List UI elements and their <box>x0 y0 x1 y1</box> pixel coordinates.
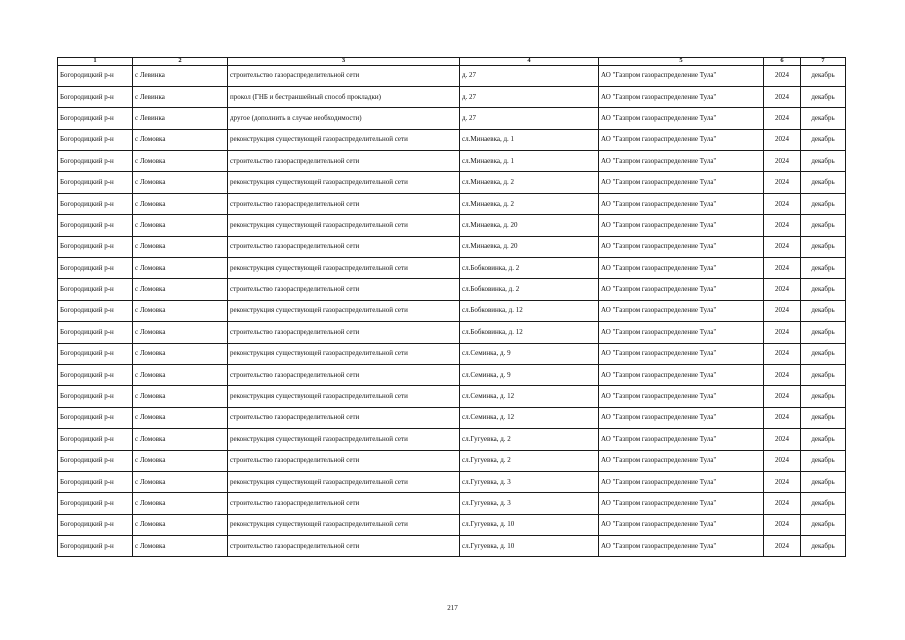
year-cell: 2024 <box>764 364 801 385</box>
address-cell: сл.Гугуевка, д. 3 <box>460 471 599 492</box>
table-body <box>58 65 846 557</box>
organization-cell: АО "Газпром газораспределение Тула" <box>599 300 764 321</box>
work-type-cell: прокол (ГНБ и бестраншейный способ прокладки) <box>228 86 460 107</box>
district-cell: Богородицкий р-н <box>58 343 133 364</box>
settlement-cell: с Ломовка <box>133 429 228 450</box>
work-type-cell: строительство газораспределительной сети <box>228 450 460 471</box>
column-header-2: 2 <box>133 58 228 66</box>
district-cell: Богородицкий р-н <box>58 65 133 86</box>
settlement-cell: с Ломовка <box>133 215 228 236</box>
district-cell: Богородицкий р-н <box>58 386 133 407</box>
year-cell: 2024 <box>764 450 801 471</box>
year-cell: 2024 <box>764 129 801 150</box>
organization-cell: АО "Газпром газораспределение Тула" <box>599 193 764 214</box>
address-cell: сл.Минаевка, д. 20 <box>460 215 599 236</box>
settlement-cell: с Ломовка <box>133 151 228 172</box>
address-cell: сл.Семинка, д. 9 <box>460 343 599 364</box>
table-row <box>58 193 846 214</box>
year-cell: 2024 <box>764 86 801 107</box>
month-cell: декабрь <box>801 258 846 279</box>
table-row <box>58 172 846 193</box>
address-cell: сл.Минаевка, д. 20 <box>460 236 599 257</box>
settlement-cell: с Ломовка <box>133 450 228 471</box>
table-row <box>58 514 846 535</box>
settlement-cell: с Ломовка <box>133 514 228 535</box>
work-type-cell: реконструкция существующей газораспределительной сети <box>228 343 460 364</box>
settlement-cell: с Левинка <box>133 65 228 86</box>
work-type-cell: строительство газораспределительной сети <box>228 322 460 343</box>
work-type-cell: реконструкция существующей газораспределительной сети <box>228 129 460 150</box>
district-cell: Богородицкий р-н <box>58 215 133 236</box>
address-cell: сл.Бобковинка, д. 12 <box>460 300 599 321</box>
column-header-1: 1 <box>58 58 133 66</box>
organization-cell: АО "Газпром газораспределение Тула" <box>599 108 764 129</box>
organization-cell: АО "Газпром газораспределение Тула" <box>599 514 764 535</box>
table-row <box>58 86 846 107</box>
table-row <box>58 450 846 471</box>
month-cell: декабрь <box>801 386 846 407</box>
settlement-cell: с Ломовка <box>133 536 228 557</box>
year-cell: 2024 <box>764 429 801 450</box>
year-cell: 2024 <box>764 236 801 257</box>
organization-cell: АО "Газпром газораспределение Тула" <box>599 215 764 236</box>
address-cell: д. 27 <box>460 86 599 107</box>
month-cell: декабрь <box>801 407 846 428</box>
month-cell: декабрь <box>801 86 846 107</box>
district-cell: Богородицкий р-н <box>58 429 133 450</box>
district-cell: Богородицкий р-н <box>58 172 133 193</box>
settlement-cell: с Ломовка <box>133 193 228 214</box>
district-cell: Богородицкий р-н <box>58 493 133 514</box>
address-cell: сл.Гугуевка, д. 3 <box>460 493 599 514</box>
district-cell: Богородицкий р-н <box>58 258 133 279</box>
month-cell: декабрь <box>801 514 846 535</box>
month-cell: декабрь <box>801 65 846 86</box>
district-cell: Богородицкий р-н <box>58 279 133 300</box>
address-cell: сл.Гугуевка, д. 2 <box>460 450 599 471</box>
district-cell: Богородицкий р-н <box>58 86 133 107</box>
month-cell: декабрь <box>801 343 846 364</box>
table-row <box>58 258 846 279</box>
work-type-cell: реконструкция существующей газораспределительной сети <box>228 471 460 492</box>
settlement-cell: с Ломовка <box>133 493 228 514</box>
settlement-cell: с Левинка <box>133 108 228 129</box>
organization-cell: АО "Газпром газораспределение Тула" <box>599 258 764 279</box>
work-type-cell: строительство газораспределительной сети <box>228 65 460 86</box>
district-cell: Богородицкий р-н <box>58 300 133 321</box>
work-type-cell: реконструкция существующей газораспределительной сети <box>228 300 460 321</box>
settlement-cell: с Ломовка <box>133 258 228 279</box>
month-cell: декабрь <box>801 450 846 471</box>
year-cell: 2024 <box>764 193 801 214</box>
organization-cell: АО "Газпром газораспределение Тула" <box>599 493 764 514</box>
month-cell: декабрь <box>801 193 846 214</box>
address-cell: сл.Минаевка, д. 1 <box>460 151 599 172</box>
table-row <box>58 300 846 321</box>
settlement-cell: с Ломовка <box>133 471 228 492</box>
district-cell: Богородицкий р-н <box>58 193 133 214</box>
table-row <box>58 215 846 236</box>
year-cell: 2024 <box>764 343 801 364</box>
year-cell: 2024 <box>764 172 801 193</box>
table-row <box>58 151 846 172</box>
organization-cell: АО "Газпром газораспределение Тула" <box>599 343 764 364</box>
page-number: 217 <box>447 604 458 612</box>
month-cell: декабрь <box>801 493 846 514</box>
settlement-cell: с Ломовка <box>133 343 228 364</box>
organization-cell: АО "Газпром газораспределение Тула" <box>599 471 764 492</box>
organization-cell: АО "Газпром газораспределение Тула" <box>599 450 764 471</box>
district-cell: Богородицкий р-н <box>58 450 133 471</box>
work-type-cell: строительство газораспределительной сети <box>228 151 460 172</box>
district-cell: Богородицкий р-н <box>58 322 133 343</box>
address-cell: сл.Минаевка, д. 1 <box>460 129 599 150</box>
address-cell: сл.Минаевка, д. 2 <box>460 193 599 214</box>
year-cell: 2024 <box>764 108 801 129</box>
district-cell: Богородицкий р-н <box>58 151 133 172</box>
month-cell: декабрь <box>801 322 846 343</box>
year-cell: 2024 <box>764 386 801 407</box>
column-header-5: 5 <box>599 58 764 66</box>
year-cell: 2024 <box>764 471 801 492</box>
organization-cell: АО "Газпром газораспределение Тула" <box>599 364 764 385</box>
column-header-6: 6 <box>764 58 801 66</box>
month-cell: декабрь <box>801 108 846 129</box>
address-cell: сл.Семинка, д. 12 <box>460 407 599 428</box>
organization-cell: АО "Газпром газораспределение Тула" <box>599 172 764 193</box>
month-cell: декабрь <box>801 536 846 557</box>
organization-cell: АО "Газпром газораспределение Тула" <box>599 86 764 107</box>
address-cell: д. 27 <box>460 108 599 129</box>
year-cell: 2024 <box>764 407 801 428</box>
settlement-cell: с Ломовка <box>133 300 228 321</box>
month-cell: декабрь <box>801 215 846 236</box>
settlement-cell: с Ломовка <box>133 172 228 193</box>
district-cell: Богородицкий р-н <box>58 407 133 428</box>
year-cell: 2024 <box>764 151 801 172</box>
year-cell: 2024 <box>764 279 801 300</box>
district-cell: Богородицкий р-н <box>58 364 133 385</box>
organization-cell: АО "Газпром газораспределение Тула" <box>599 386 764 407</box>
month-cell: декабрь <box>801 300 846 321</box>
year-cell: 2024 <box>764 536 801 557</box>
address-cell: сл.Семинка, д. 9 <box>460 364 599 385</box>
address-cell: сл.Минаевка, д. 2 <box>460 172 599 193</box>
settlement-cell: с Ломовка <box>133 322 228 343</box>
year-cell: 2024 <box>764 493 801 514</box>
work-type-cell: строительство газораспределительной сети <box>228 536 460 557</box>
month-cell: декабрь <box>801 279 846 300</box>
column-header-7: 7 <box>801 58 846 66</box>
settlement-cell: с Ломовка <box>133 386 228 407</box>
work-type-cell: строительство газораспределительной сети <box>228 493 460 514</box>
month-cell: декабрь <box>801 471 846 492</box>
district-cell: Богородицкий р-н <box>58 536 133 557</box>
table-row <box>58 279 846 300</box>
table-row <box>58 108 846 129</box>
table-row <box>58 343 846 364</box>
address-cell: сл.Гугуевка, д. 10 <box>460 536 599 557</box>
organization-cell: АО "Газпром газораспределение Тула" <box>599 536 764 557</box>
year-cell: 2024 <box>764 300 801 321</box>
year-cell: 2024 <box>764 514 801 535</box>
district-cell: Богородицкий р-н <box>58 129 133 150</box>
organization-cell: АО "Газпром газораспределение Тула" <box>599 65 764 86</box>
district-cell: Богородицкий р-н <box>58 471 133 492</box>
settlement-cell: с Ломовка <box>133 364 228 385</box>
organization-cell: АО "Газпром газораспределение Тула" <box>599 129 764 150</box>
work-type-cell: реконструкция существующей газораспределительной сети <box>228 215 460 236</box>
address-cell: сл.Гугуевка, д. 2 <box>460 429 599 450</box>
organization-cell: АО "Газпром газораспределение Тула" <box>599 322 764 343</box>
work-type-cell: другое (дополнить в случае необходимости) <box>228 108 460 129</box>
settlement-cell: с Ломовка <box>133 407 228 428</box>
year-cell: 2024 <box>764 215 801 236</box>
table-row <box>58 493 846 514</box>
address-cell: сл.Гугуевка, д. 10 <box>460 514 599 535</box>
month-cell: декабрь <box>801 236 846 257</box>
work-type-cell: реконструкция существующей газораспределительной сети <box>228 429 460 450</box>
address-cell: сл.Бобковинка, д. 2 <box>460 279 599 300</box>
year-cell: 2024 <box>764 65 801 86</box>
organization-cell: АО "Газпром газораспределение Тула" <box>599 407 764 428</box>
address-cell: сл.Бобковинка, д. 2 <box>460 258 599 279</box>
month-cell: декабрь <box>801 364 846 385</box>
settlement-cell: с Левинка <box>133 86 228 107</box>
column-header-4: 4 <box>460 58 599 66</box>
district-cell: Богородицкий р-н <box>58 108 133 129</box>
work-type-cell: строительство газораспределительной сети <box>228 236 460 257</box>
address-cell: сл.Семинка, д. 12 <box>460 386 599 407</box>
settlement-cell: с Ломовка <box>133 236 228 257</box>
year-cell: 2024 <box>764 322 801 343</box>
work-type-cell: строительство газораспределительной сети <box>228 279 460 300</box>
header-row <box>58 58 846 66</box>
table-row <box>58 386 846 407</box>
month-cell: декабрь <box>801 151 846 172</box>
table-row <box>58 236 846 257</box>
organization-cell: АО "Газпром газораспределение Тула" <box>599 236 764 257</box>
district-cell: Богородицкий р-н <box>58 236 133 257</box>
organization-cell: АО "Газпром газораспределение Тула" <box>599 151 764 172</box>
work-type-cell: строительство газораспределительной сети <box>228 364 460 385</box>
month-cell: декабрь <box>801 429 846 450</box>
month-cell: декабрь <box>801 129 846 150</box>
table-row <box>58 429 846 450</box>
settlement-cell: с Ломовка <box>133 129 228 150</box>
work-type-cell: реконструкция существующей газораспределительной сети <box>228 258 460 279</box>
work-type-cell: реконструкция существующей газораспределительной сети <box>228 514 460 535</box>
works-table <box>57 57 846 557</box>
organization-cell: АО "Газпром газораспределение Тула" <box>599 429 764 450</box>
work-type-cell: реконструкция существующей газораспределительной сети <box>228 386 460 407</box>
column-header-3: 3 <box>228 58 460 66</box>
table-row <box>58 471 846 492</box>
table-row <box>58 65 846 86</box>
table-row <box>58 322 846 343</box>
organization-cell: АО "Газпром газораспределение Тула" <box>599 279 764 300</box>
settlement-cell: с Ломовка <box>133 279 228 300</box>
table-row <box>58 407 846 428</box>
work-type-cell: реконструкция существующей газораспределительной сети <box>228 172 460 193</box>
address-cell: д. 27 <box>460 65 599 86</box>
address-cell: сл.Бобковинка, д. 12 <box>460 322 599 343</box>
table-row <box>58 129 846 150</box>
month-cell: декабрь <box>801 172 846 193</box>
work-type-cell: строительство газораспределительной сети <box>228 407 460 428</box>
table-row <box>58 536 846 557</box>
year-cell: 2024 <box>764 258 801 279</box>
district-cell: Богородицкий р-н <box>58 514 133 535</box>
work-type-cell: строительство газораспределительной сети <box>228 193 460 214</box>
table-row <box>58 364 846 385</box>
